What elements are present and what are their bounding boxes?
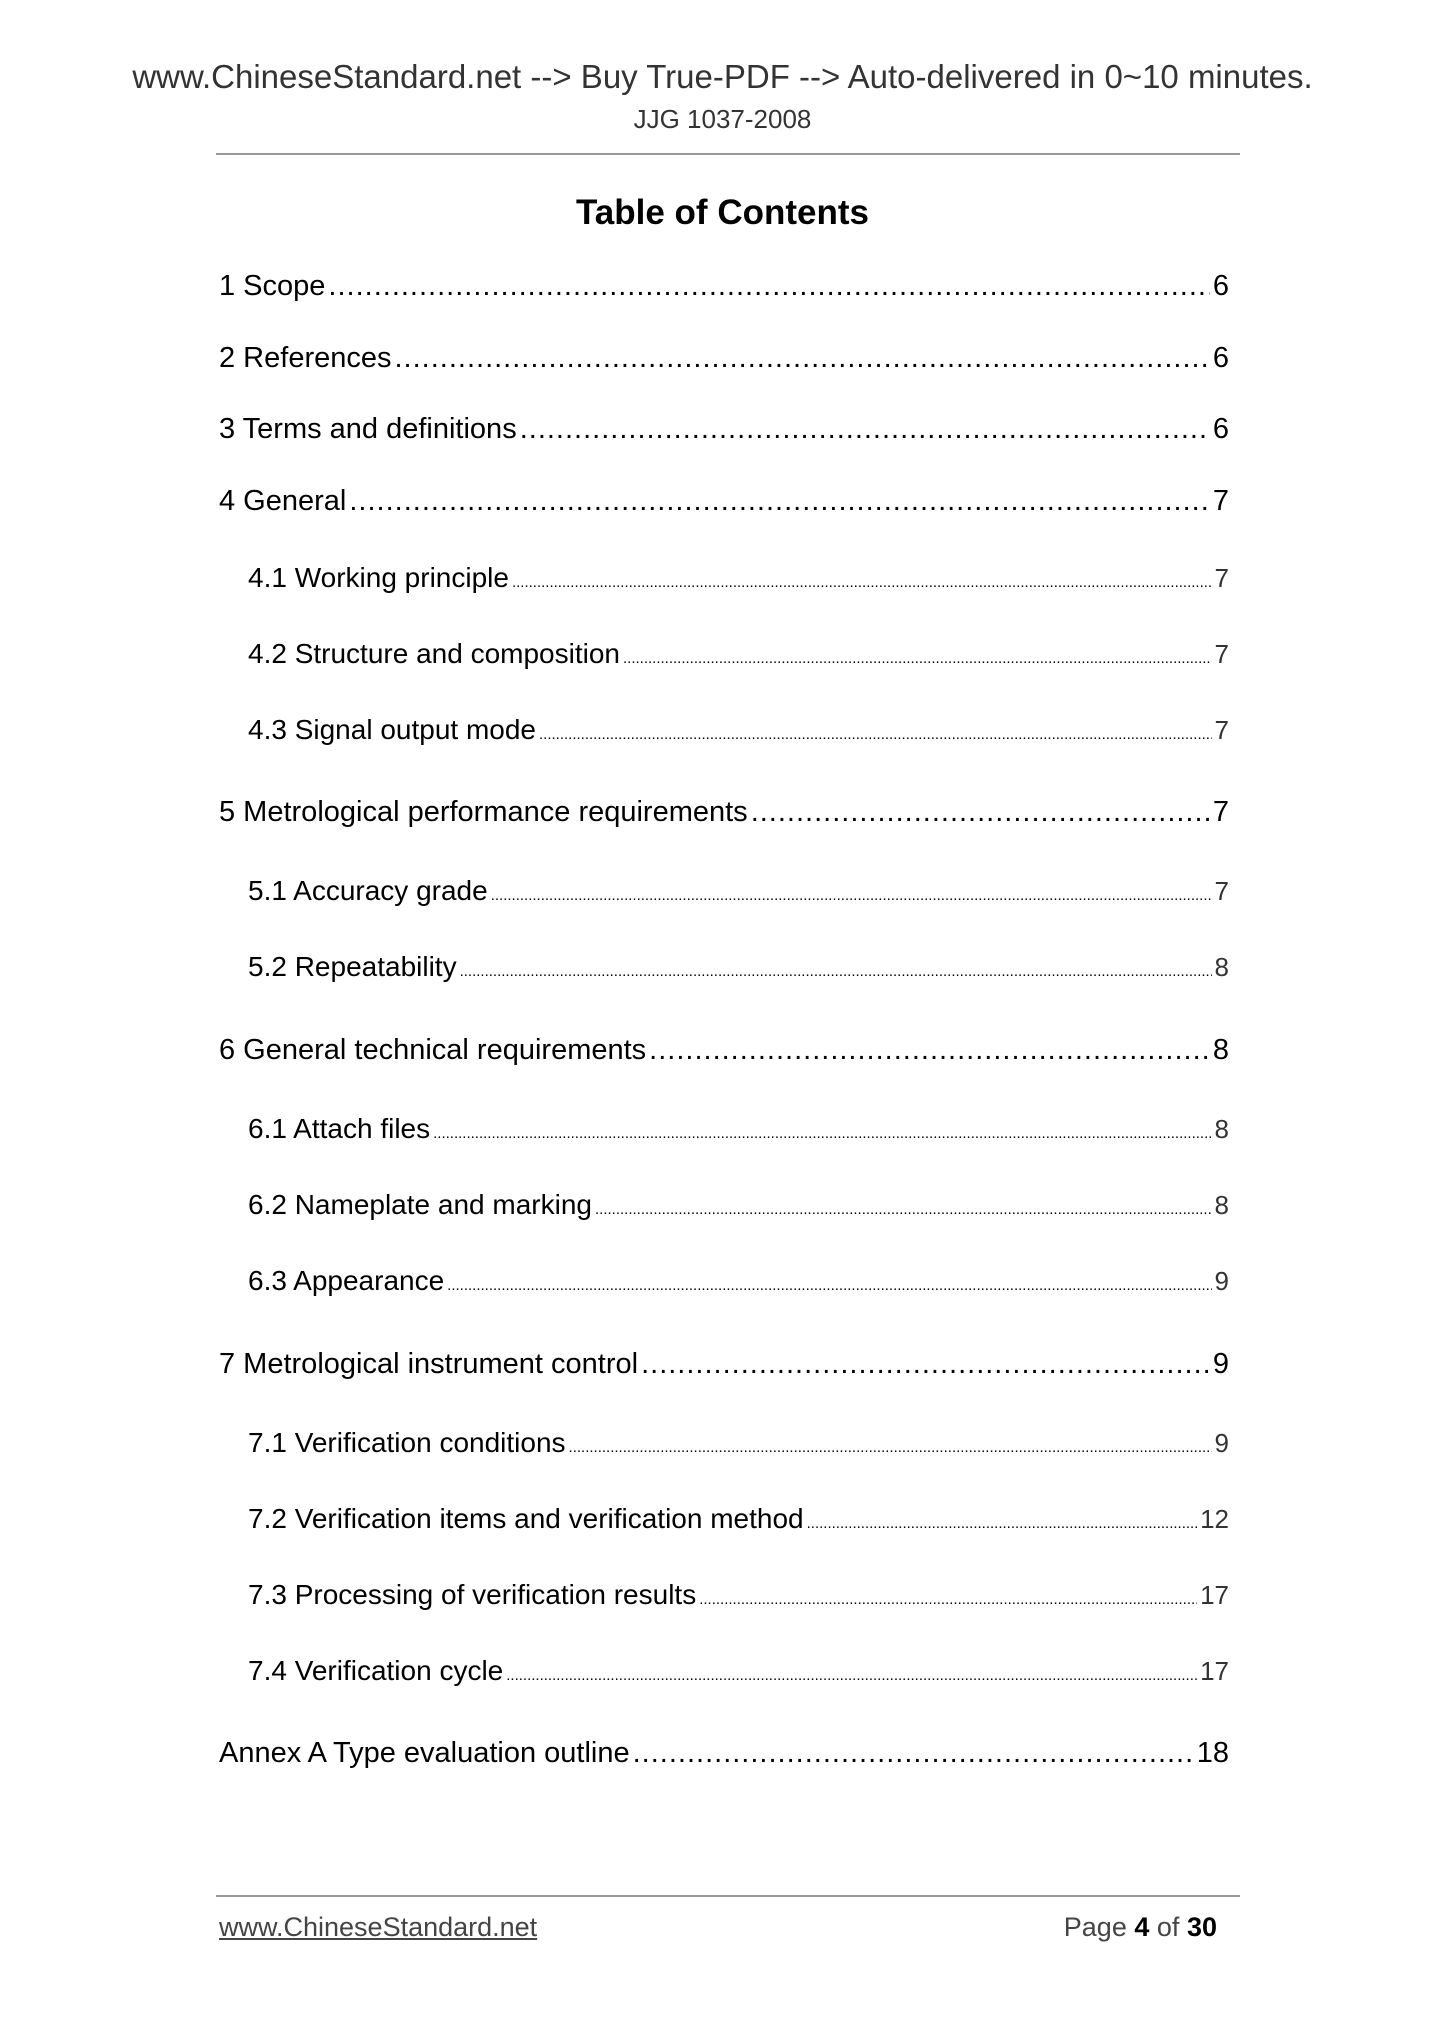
toc-entry-page: 12 bbox=[1200, 1504, 1229, 1534]
toc-entry[interactable] bbox=[219, 270, 1229, 303]
page-title: Table of Contents bbox=[576, 193, 869, 232]
toc-entry[interactable] bbox=[248, 1503, 1229, 1535]
toc-entry-page: 7 bbox=[1214, 563, 1229, 593]
toc-entry-title: 6.2 Nameplate and marking bbox=[248, 1189, 592, 1220]
toc-entry[interactable] bbox=[219, 485, 1229, 518]
toc-leader-dots bbox=[491, 887, 1212, 904]
toc-leader-dots bbox=[328, 270, 1209, 303]
toc-entry-title: 5.1 Accuracy grade bbox=[248, 875, 488, 906]
toc-entry-page: 7 bbox=[1214, 715, 1229, 745]
toc-leader-dots bbox=[649, 1034, 1210, 1067]
toc-entry-page: 6 bbox=[1212, 270, 1229, 302]
toc-entry[interactable] bbox=[248, 1265, 1229, 1297]
toc-entry[interactable] bbox=[219, 1348, 1229, 1381]
toc-entry-title: 1 Scope bbox=[219, 270, 326, 302]
toc-leader-dots bbox=[395, 342, 1210, 375]
toc-leader-dots bbox=[751, 796, 1210, 829]
toc-leader-dots bbox=[539, 726, 1212, 743]
toc-entry[interactable] bbox=[219, 796, 1229, 829]
toc-entry[interactable] bbox=[219, 342, 1229, 375]
toc-leader-dots bbox=[433, 1125, 1211, 1142]
toc-entry-page: 8 bbox=[1214, 1114, 1229, 1144]
toc-entry[interactable] bbox=[248, 562, 1229, 594]
toc-entry-page: 8 bbox=[1212, 1034, 1229, 1066]
toc-leader-dots bbox=[460, 963, 1212, 980]
toc-entry-title: 2 References bbox=[219, 342, 392, 374]
toc-entry[interactable] bbox=[248, 951, 1229, 983]
page-current: 4 bbox=[1134, 1912, 1150, 1942]
toc-entry-title: 7.4 Verification cycle bbox=[248, 1655, 504, 1686]
toc-entry-page: 6 bbox=[1212, 342, 1229, 374]
toc-entry-page: 17 bbox=[1200, 1656, 1229, 1686]
toc-entry-title: 7.2 Verification items and verification method bbox=[248, 1503, 804, 1534]
toc-leader-dots bbox=[623, 650, 1212, 667]
page-of: of bbox=[1156, 1912, 1180, 1942]
toc-entry-title: 7 Metrological instrument control bbox=[219, 1348, 639, 1380]
page-label: Page bbox=[1063, 1912, 1127, 1942]
toc-entry-title: 5 Metrological performance requirements bbox=[219, 796, 748, 828]
toc-entry-title: 4.1 Working principle bbox=[248, 562, 509, 593]
footer-divider bbox=[216, 1895, 1240, 1897]
toc-entry-page: 9 bbox=[1214, 1266, 1229, 1296]
toc-leader-dots bbox=[506, 1667, 1197, 1684]
toc-leader-dots bbox=[520, 413, 1210, 446]
toc-leader-dots bbox=[641, 1348, 1210, 1381]
toc-entry-title: 7.3 Processing of verification results bbox=[248, 1579, 697, 1610]
toc-entry-page: 7 bbox=[1212, 485, 1229, 517]
toc-entry-title: 6.3 Appearance bbox=[248, 1265, 445, 1296]
toc-entry-title: 6 General technical requirements bbox=[219, 1034, 647, 1066]
toc-leader-dots bbox=[349, 485, 1210, 518]
toc-entry-title: Annex A Type evaluation outline bbox=[219, 1737, 630, 1769]
toc-entry[interactable] bbox=[248, 1113, 1229, 1145]
toc-entry-page: 9 bbox=[1214, 1428, 1229, 1458]
toc-entry-page: 18 bbox=[1196, 1737, 1229, 1769]
header-divider bbox=[216, 153, 1240, 155]
toc-leader-dots bbox=[569, 1439, 1212, 1456]
toc-entry[interactable] bbox=[219, 1034, 1229, 1067]
toc-entry[interactable] bbox=[248, 1579, 1229, 1611]
toc-entry-page: 9 bbox=[1212, 1348, 1229, 1380]
toc-entry[interactable] bbox=[248, 1427, 1229, 1459]
toc-entry-page: 17 bbox=[1200, 1580, 1229, 1610]
toc-entry-title: 6.1 Attach files bbox=[248, 1113, 431, 1144]
toc-entry-page: 6 bbox=[1212, 413, 1229, 445]
toc-leader-dots bbox=[595, 1201, 1212, 1218]
toc-entry[interactable] bbox=[248, 1655, 1229, 1687]
toc-entry[interactable] bbox=[248, 638, 1229, 670]
toc-entry[interactable] bbox=[248, 1189, 1229, 1221]
toc-entry-page: 8 bbox=[1214, 952, 1229, 982]
toc-leader-dots bbox=[512, 574, 1212, 591]
toc-entry-title: 5.2 Repeatability bbox=[248, 951, 457, 982]
toc-leader-dots bbox=[807, 1515, 1197, 1532]
toc-entry[interactable] bbox=[219, 1737, 1229, 1770]
toc-entry-title: 4.2 Structure and composition bbox=[248, 638, 620, 669]
toc-entry-title: 7.1 Verification conditions bbox=[248, 1427, 566, 1458]
toc-entry-page: 8 bbox=[1214, 1190, 1229, 1220]
toc-entry-page: 7 bbox=[1214, 876, 1229, 906]
toc-entry-page: 7 bbox=[1214, 639, 1229, 669]
header-site-banner: www.ChineseStandard.net --> Buy True-PDF --> Auto-delivered in 0~10 minutes. bbox=[132, 58, 1313, 95]
page-number bbox=[1064, 1912, 1217, 1943]
toc-leader-dots bbox=[633, 1737, 1194, 1770]
toc-entry[interactable] bbox=[248, 714, 1229, 746]
toc-leader-dots bbox=[699, 1591, 1197, 1608]
toc-entry[interactable] bbox=[248, 875, 1229, 907]
toc-entry-title: 3 Terms and definitions bbox=[219, 413, 517, 445]
header-standard-code: JJG 1037-2008 bbox=[633, 104, 812, 134]
toc-entry-title: 4 General bbox=[219, 485, 347, 517]
toc-entry[interactable] bbox=[219, 413, 1229, 446]
toc-leader-dots bbox=[447, 1277, 1211, 1294]
toc-entry-title: 4.3 Signal output mode bbox=[248, 714, 536, 745]
toc-entry-page: 7 bbox=[1212, 796, 1229, 828]
footer-site-link[interactable]: www.ChineseStandard.net bbox=[219, 1912, 538, 1942]
page-total: 30 bbox=[1186, 1912, 1217, 1942]
